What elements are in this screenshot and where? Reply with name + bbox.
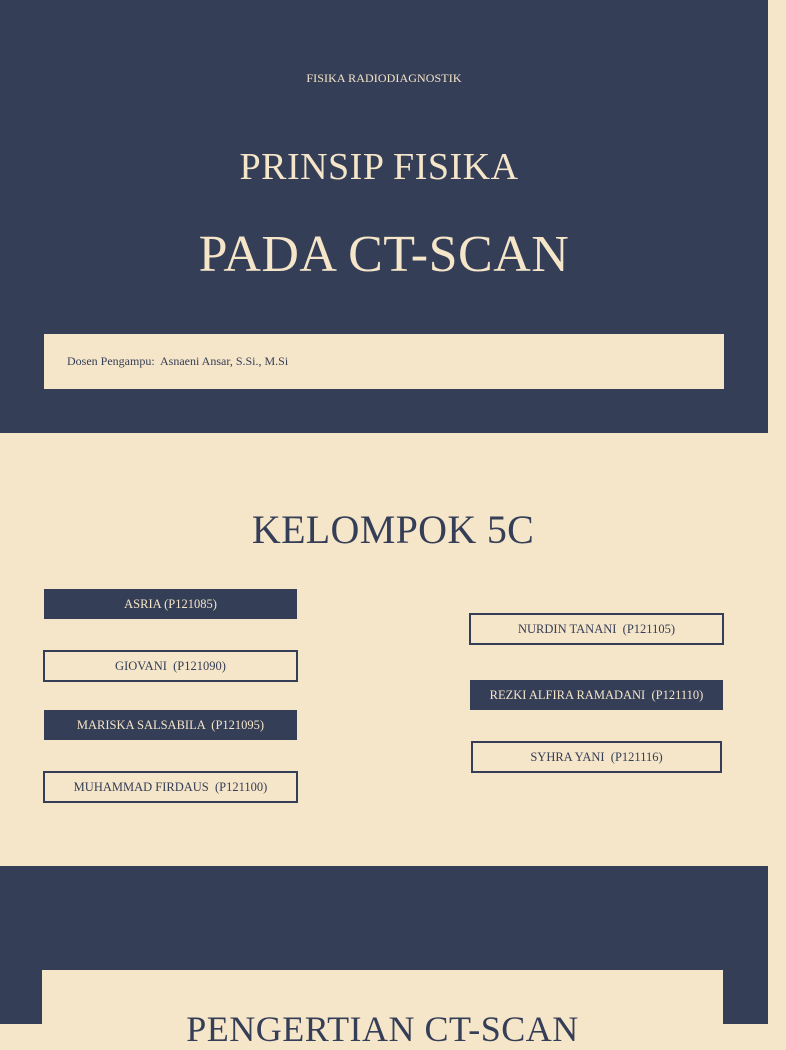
presentation-title-line-2: PADA CT-SCAN: [198, 226, 570, 283]
group-title: KELOMPOK 5C: [251, 507, 535, 552]
group-slide: [0, 433, 768, 866]
definition-title: PENGERTIAN CT-SCAN: [186, 1009, 579, 1049]
presentation-title-line-1: PRINSIP FISIKA: [239, 146, 519, 188]
member-nurdin-tanani: NURDIN TANANI (P121105): [469, 613, 724, 645]
lecturer-text: Dosen Pengampu: Asnaeni Ansar, S.Si., M.Si: [67, 354, 289, 368]
title-slide: [0, 0, 768, 433]
member-asria: ASRIA (P121085): [44, 589, 297, 619]
member-rezki-alfira-ramadani: REZKI ALFIRA RAMADANI (P121110): [470, 680, 723, 710]
member-mariska-salsabila: MARISKA SALSABILA (P121095): [44, 710, 297, 740]
member-syhra-yani: SYHRA YANI (P121116): [471, 741, 722, 773]
course-subject: FISIKA RADIODIAGNOSTIK: [306, 71, 462, 85]
definition-slide: [0, 866, 768, 1049]
member-giovani: GIOVANI (P121090): [43, 650, 298, 682]
member-muhammad-firdaus: MUHAMMAD FIRDAUS (P121100): [43, 771, 298, 803]
lecturer-box: [44, 334, 724, 389]
definition-title-box: [42, 970, 723, 1050]
